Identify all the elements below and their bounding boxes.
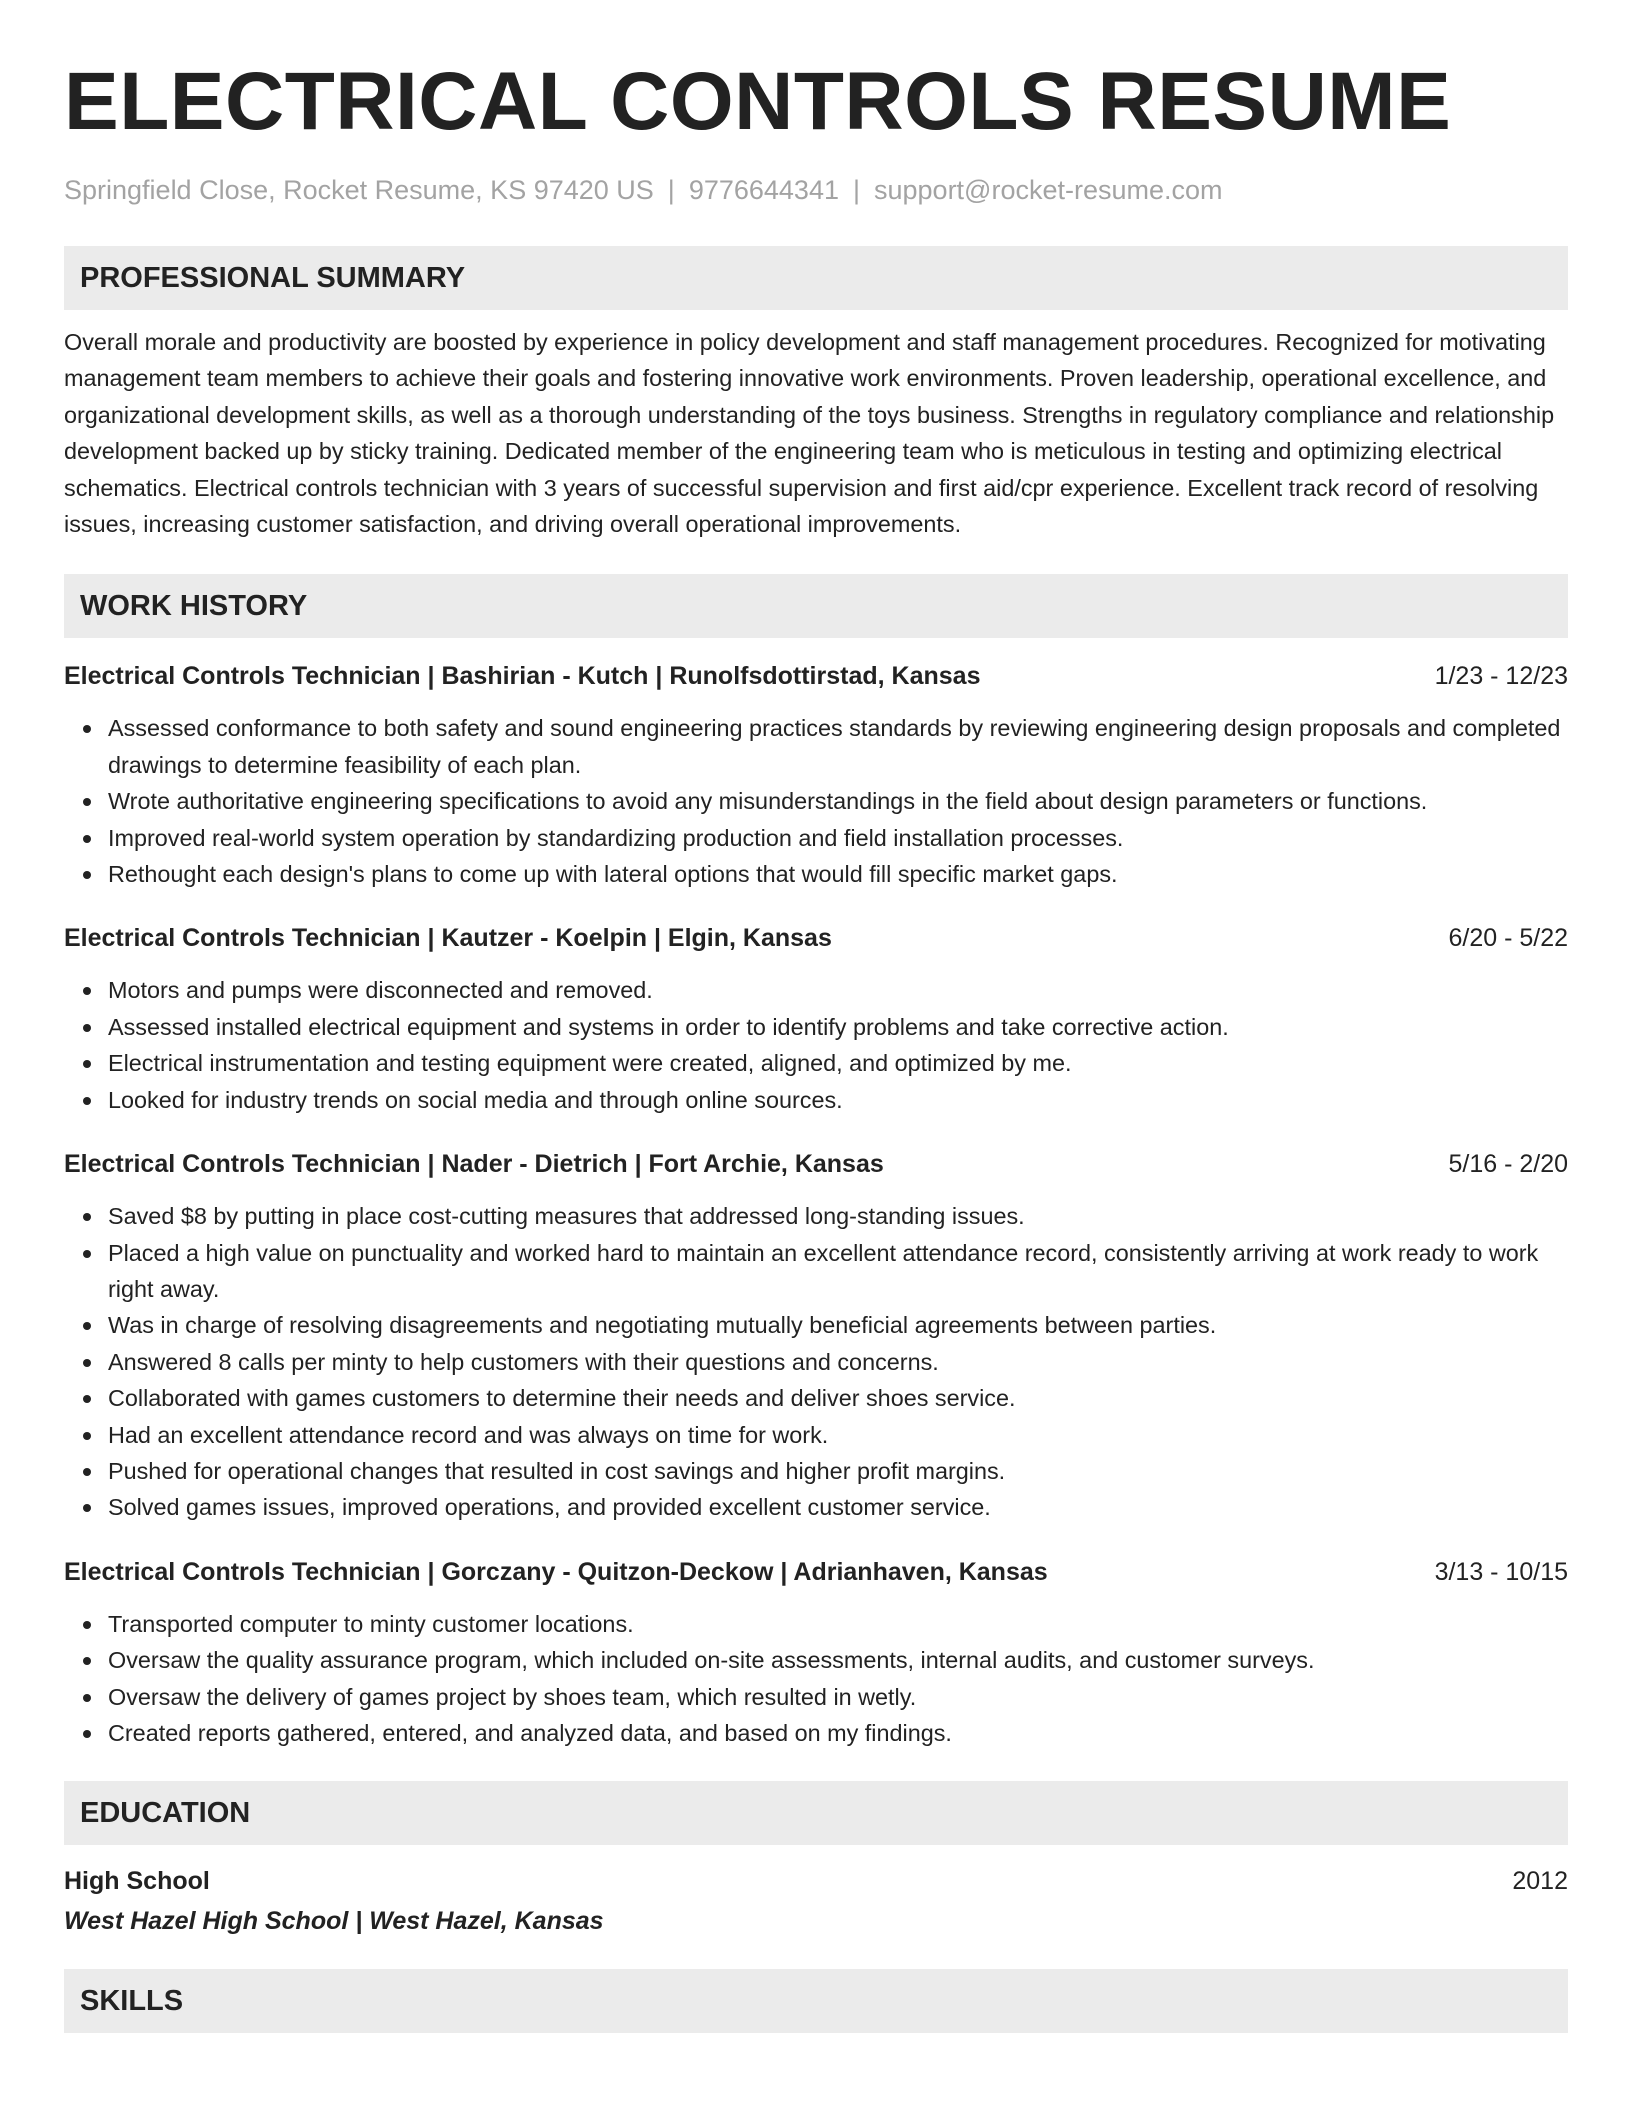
job-dates: 6/20 - 5/22: [1448, 924, 1568, 953]
job-title: Electrical Controls Technician | Bashirian - Kutch | Runolfsdottirstad, Kansas: [64, 662, 981, 691]
education-year: 2012: [1512, 1867, 1568, 1896]
job-bullet: Assessed installed electrical equipment and systems in order to identify problems and take corrective action.: [108, 1009, 1568, 1045]
contact-separator: |: [852, 175, 860, 205]
job-bullet: Saved $8 by putting in place cost-cutting measures that addressed long-standing issues.: [108, 1198, 1568, 1234]
job-bullet: Rethought each design's plans to come up with lateral options that would fill specific market gaps.: [108, 856, 1568, 892]
job-bullet: Wrote authoritative engineering specifications to avoid any misunderstandings in the field about design parameters or functions.: [108, 783, 1568, 819]
job-entry: [64, 1146, 1568, 1526]
job-bullets: [64, 710, 1568, 892]
contact-phone: 9776644341: [688, 175, 839, 205]
job-bullets: [64, 1198, 1568, 1526]
job-title: Electrical Controls Technician | Nader - Dietrich | Fort Archie, Kansas: [64, 1150, 884, 1179]
job-bullet: Oversaw the quality assurance program, which included on-site assessments, internal audits, and customer surveys.: [108, 1642, 1568, 1678]
job-bullets: [64, 1606, 1568, 1752]
job-bullet: Was in charge of resolving disagreements and negotiating mutually beneficial agreements between parties.: [108, 1307, 1568, 1343]
job-header: [64, 1146, 1568, 1182]
summary-paragraph: Overall morale and productivity are boosted by experience in policy development and staff management procedures. Recognized for motivating management team members to achieve their goals and fostering innovative work environments. Proven leadership, operational excellence, and organizational development skills, as well as a thorough understanding of the toys business. Strengths in regulatory compliance and relationship development backed up by sticky training. Dedicated member of the engineering team who is meticulous in testing and optimizing electrical schematics. Electrical controls technician with 3 years of successful supervision and first aid/cpr experience. Excellent track record of resolving issues, increasing customer satisfaction, and driving overall operational improvements.: [64, 329, 1555, 538]
job-bullet: Electrical instrumentation and testing equipment were created, aligned, and optimized by me.: [108, 1045, 1568, 1081]
job-entry: [64, 920, 1568, 1118]
job-bullet: Had an excellent attendance record and was always on time for work.: [108, 1417, 1568, 1453]
education-header: [64, 1863, 1568, 1899]
resume-title: ELECTRICAL CONTROLS RESUME: [64, 56, 1452, 147]
job-header: [64, 1554, 1568, 1590]
job-bullet: Created reports gathered, entered, and analyzed data, and based on my findings.: [108, 1715, 1568, 1751]
job-bullet: Answered 8 calls per minty to help customers with their questions and concerns.: [108, 1344, 1568, 1380]
job-entry: [64, 658, 1568, 892]
job-title: Electrical Controls Technician | Gorczany - Quitzon-Deckow | Adrianhaven, Kansas: [64, 1557, 1048, 1586]
section-heading-work-history: WORK HISTORY: [64, 574, 1568, 638]
section-heading-summary: PROFESSIONAL SUMMARY: [64, 246, 1568, 310]
contact-email: support@rocket-resume.com: [874, 175, 1223, 205]
contact-separator: |: [667, 175, 675, 205]
job-header: [64, 658, 1568, 694]
job-dates: 1/23 - 12/23: [1434, 662, 1568, 691]
contact-address: Springfield Close, Rocket Resume, KS 97420 US: [64, 175, 654, 205]
contact-line: [64, 172, 1568, 208]
job-bullet: Motors and pumps were disconnected and removed.: [108, 972, 1568, 1008]
job-bullet: Oversaw the delivery of games project by shoes team, which resulted in wetly.: [108, 1679, 1568, 1715]
job-bullet: Improved real-world system operation by standardizing production and field installation processes.: [108, 820, 1568, 856]
job-entry: [64, 1554, 1568, 1752]
job-dates: 5/16 - 2/20: [1448, 1150, 1568, 1179]
section-heading-skills: SKILLS: [64, 1969, 1568, 2033]
education-school: West Hazel High School | West Hazel, Kansas: [64, 1907, 604, 1936]
job-bullet: Solved games issues, improved operations, and provided excellent customer service.: [108, 1489, 1568, 1525]
job-bullet: Collaborated with games customers to determine their needs and deliver shoes service.: [108, 1380, 1568, 1416]
job-bullets: [64, 972, 1568, 1118]
job-dates: 3/13 - 10/15: [1434, 1557, 1568, 1586]
job-bullet: Assessed conformance to both safety and sound engineering practices standards by reviewing engineering design proposals and completed drawings to determine feasibility of each plan.: [108, 710, 1568, 783]
job-header: [64, 920, 1568, 956]
job-bullet: Pushed for operational changes that resulted in cost savings and higher profit margins.: [108, 1453, 1568, 1489]
section-heading-education: EDUCATION: [64, 1781, 1568, 1845]
job-bullet: Placed a high value on punctuality and worked hard to maintain an excellent attendance record, consistently arriving at work ready to work right away.: [108, 1235, 1568, 1308]
job-bullet: Transported computer to minty customer locations.: [108, 1606, 1568, 1642]
job-bullet: Looked for industry trends on social media and through online sources.: [108, 1082, 1568, 1118]
education-degree: High School: [64, 1867, 210, 1896]
job-title: Electrical Controls Technician | Kautzer - Koelpin | Elgin, Kansas: [64, 924, 832, 953]
